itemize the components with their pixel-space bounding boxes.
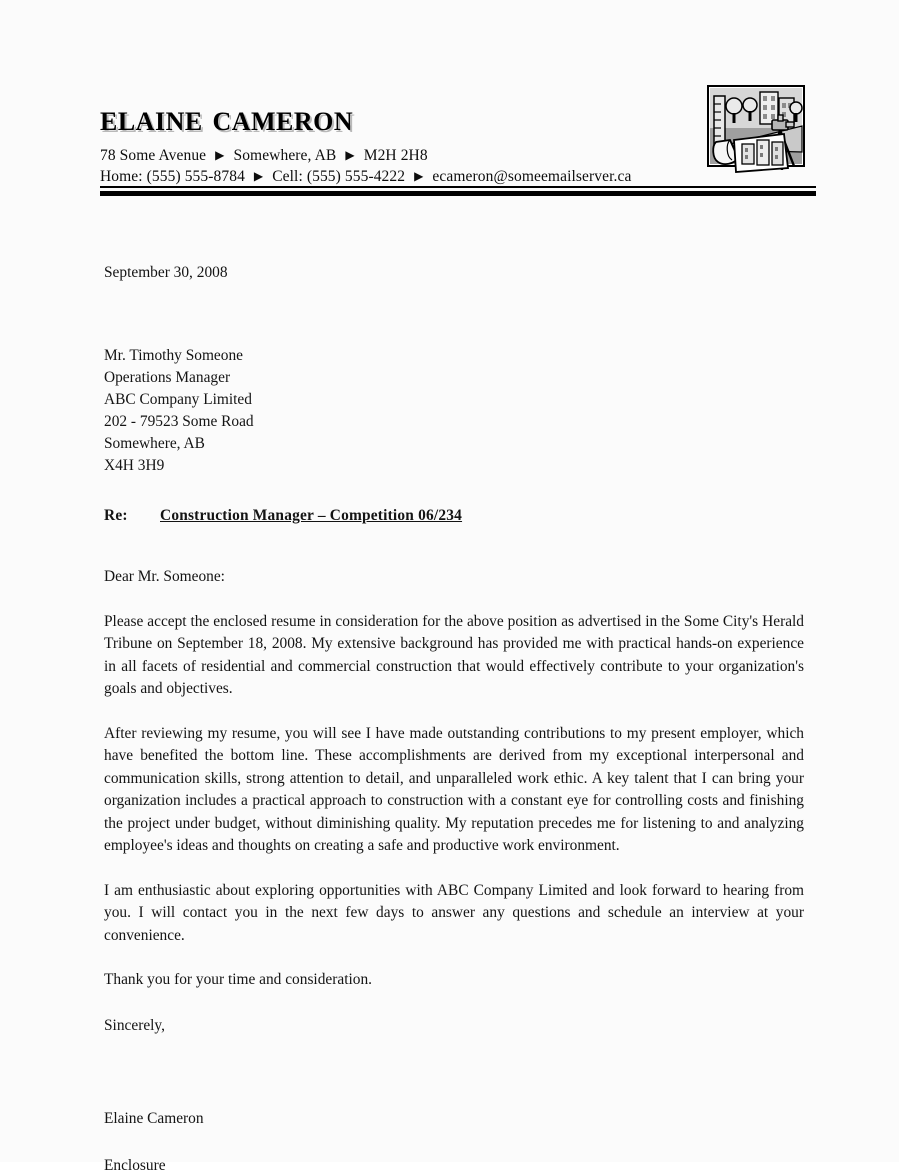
thank-you-line: Thank you for your time and consideration.: [104, 971, 372, 989]
recipient-line: ABC Company Limited: [104, 391, 252, 408]
subject-text: Construction Manager – Competition 06/234: [160, 506, 463, 524]
salutation: Dear Mr. Someone:: [104, 567, 225, 585]
subject-label: Re:: [104, 506, 128, 524]
header-divider-thin: [100, 186, 816, 188]
enclosure-note: Enclosure: [104, 1157, 166, 1175]
construction-surveying-logo-icon: [700, 82, 810, 180]
contact-line: [100, 167, 631, 187]
street-address: 78 Some Avenue: [100, 146, 207, 164]
signature-name: Elaine Cameron: [104, 1109, 204, 1127]
body-paragraph: Please accept the enclosed resume in consideration for the above position as advertised in the Some City's Herald Tribune on September 18, 2008. My extensive background has provided me with practical hands-on experience in all facets of residential and commercial construction that would effectively contribute to your organization's goals and objectives.: [104, 613, 804, 698]
page-title: elaine cameron: [100, 98, 354, 139]
recipient-line: X4H 3H9: [104, 456, 165, 474]
separator-bullet-icon: ▶: [414, 168, 424, 183]
letterhead: [100, 78, 816, 187]
header-divider-thick: [100, 191, 816, 196]
body-paragraph: I am enthusiastic about exploring opportunities with ABC Company Limited and look forward to hearing from you. I will contact you in the next few days to answer any questions and schedule an interview at your convenience.: [104, 881, 804, 944]
recipient-line: Operations Manager: [104, 369, 231, 387]
recipient-line: 202 - 79523 Some Road: [104, 412, 254, 430]
separator-bullet-icon: ▶: [215, 147, 225, 162]
postal-code: M2H 2H8: [363, 146, 428, 164]
cell-phone: Cell: (555) 555-4222: [272, 167, 406, 185]
recipient-address-block: [104, 345, 804, 476]
identity-block: [100, 78, 631, 187]
recipient-line: Somewhere, AB: [104, 434, 205, 452]
city-province: Somewhere, AB: [233, 146, 337, 164]
closing-line: Sincerely,: [104, 1016, 165, 1034]
home-phone: Home: (555) 555-8784: [100, 167, 245, 185]
email-address[interactable]: ecameron@someemailserver.ca: [432, 167, 632, 185]
letter-body: [104, 262, 804, 1176]
address-line: [100, 146, 631, 166]
body-paragraph: After reviewing my resume, you will see I have made outstanding contributions to my present employer, which have benefited the bottom line. These accomplishments are derived from my exceptional interpersonal and communication skills, strong attention to detail, and unparalleled work ethic. A key talent that I can bring your organization includes a practical approach to construction with a constant eye for controlling costs and finishing the project under budget, without diminishing quality. My reputation precedes me for listening to and analyzing employee's ideas and thoughts on creating a safe and productive work environment.: [104, 724, 804, 855]
separator-bullet-icon: ▶: [253, 168, 264, 183]
subject-line: [104, 505, 804, 526]
letter-date: September 30, 2008: [104, 264, 228, 281]
separator-bullet-icon: ▶: [345, 147, 355, 162]
recipient-line: Mr. Timothy Someone: [104, 347, 243, 365]
